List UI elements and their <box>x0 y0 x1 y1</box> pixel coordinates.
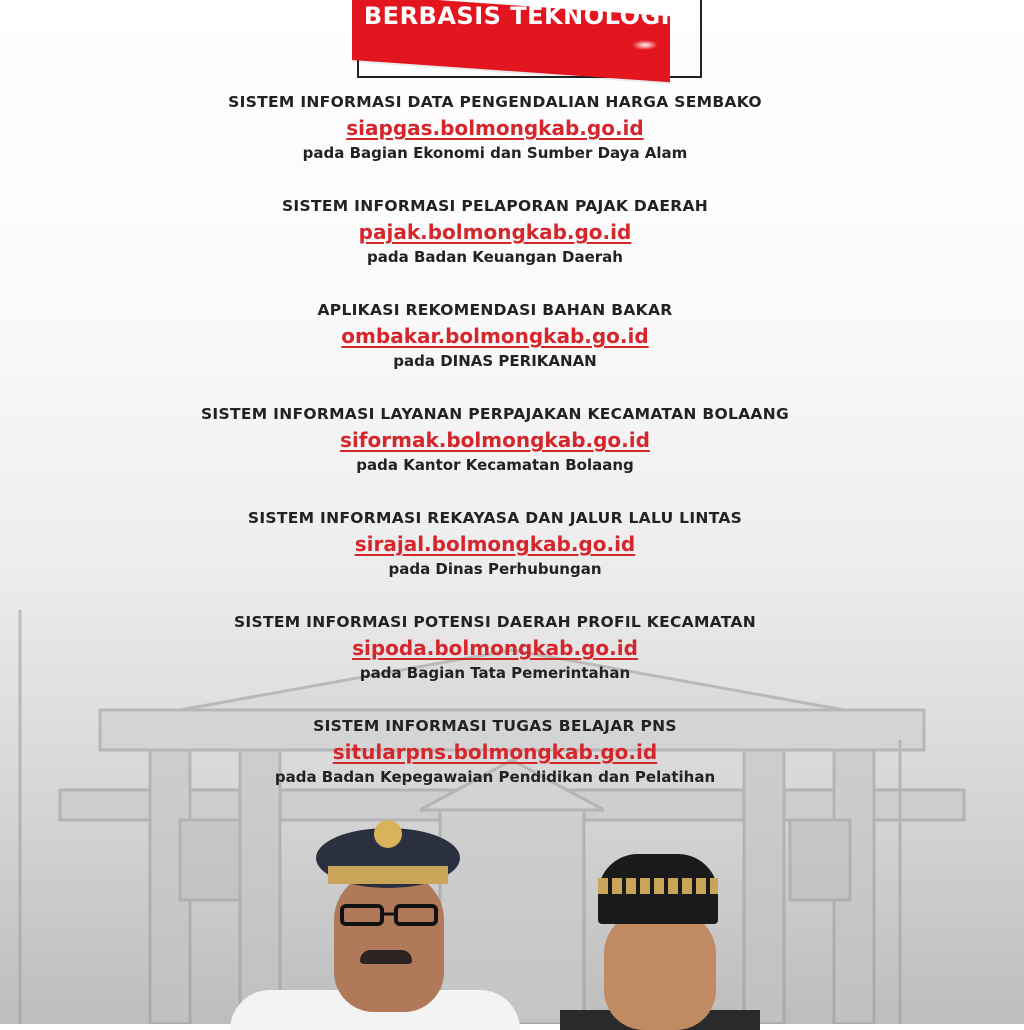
system-title: SISTEM INFORMASI LAYANAN PERPAJAKAN KECAMATAN BOLAANG <box>200 405 790 423</box>
system-title: APLIKASI REKOMENDASI BAHAN BAKAR <box>317 301 673 319</box>
system-unit: pada Bagian Tata Pemerintahan <box>359 664 631 682</box>
mustache <box>360 950 412 964</box>
cap-ornament-band <box>598 878 718 894</box>
system-unit: pada Dinas Perhubungan <box>388 560 602 578</box>
light-flare <box>632 40 658 50</box>
system-unit: pada Bagian Ekonomi dan Sumber Daya Alam <box>302 144 688 162</box>
system-title: SISTEM INFORMASI DATA PENGENDALIAN HARGA SEMBAKO <box>228 93 762 111</box>
system-title: SISTEM INFORMASI POTENSI DAERAH PROFIL KECAMATAN <box>233 613 757 631</box>
list-item <box>0 300 990 370</box>
system-title: SISTEM INFORMASI REKAYASA DAN JALUR LALU LINTAS <box>247 509 743 527</box>
system-link[interactable]: ombakar.bolmongkab.go.id <box>341 324 649 348</box>
glasses-icon <box>334 904 444 926</box>
list-item <box>0 404 990 474</box>
system-unit: pada Kantor Kecamatan Bolaang <box>356 456 634 474</box>
list-item <box>0 196 990 266</box>
system-link[interactable]: siapgas.bolmongkab.go.id <box>346 116 644 140</box>
system-link[interactable]: siformak.bolmongkab.go.id <box>340 428 650 452</box>
list-item <box>0 92 990 162</box>
system-link[interactable]: sipoda.bolmongkab.go.id <box>352 636 638 660</box>
face <box>604 910 716 1030</box>
officer-cap-icon <box>314 806 462 890</box>
system-title: SISTEM INFORMASI PELAPORAN PAJAK DAERAH <box>281 197 709 215</box>
banner-title: BERBASIS TEKNOLOGI <box>363 2 671 30</box>
system-unit: pada DINAS PERIKANAN <box>393 352 597 370</box>
system-link[interactable]: sirajal.bolmongkab.go.id <box>354 532 636 556</box>
system-title: SISTEM INFORMASI TUGAS BELAJAR PNS <box>313 717 677 735</box>
system-unit: pada Badan Kepegawaian Pendidikan dan Pelatihan <box>274 768 716 786</box>
system-link[interactable]: sitularpns.bolmongkab.go.id <box>332 740 658 764</box>
list-item <box>0 716 990 786</box>
list-item <box>0 612 990 682</box>
face <box>334 872 444 1012</box>
system-link[interactable]: pajak.bolmongkab.go.id <box>358 220 632 244</box>
system-unit: pada Badan Keuangan Daerah <box>367 248 623 266</box>
list-item <box>0 508 990 578</box>
